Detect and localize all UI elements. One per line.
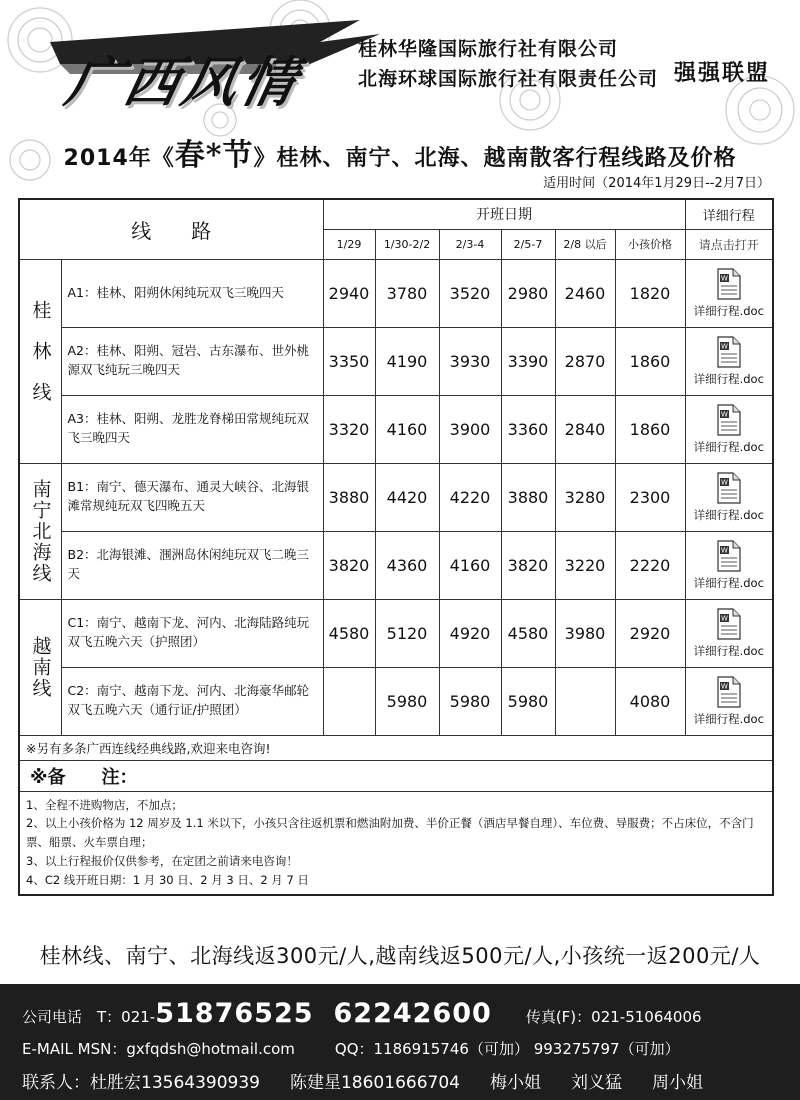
logo <box>30 12 390 112</box>
qq-numbers: QQ：1186915746（可加） 993275797（可加） <box>334 1040 680 1058</box>
table-row <box>19 395 773 463</box>
remarks <box>19 791 773 895</box>
price-cell: 4920 <box>439 599 501 667</box>
route-description: C1：南宁、越南下龙、河内、北海陆路纯玩双飞五晚六天（护照团） <box>61 599 323 667</box>
price-cell: 5980 <box>375 667 439 735</box>
price-cell: 4160 <box>375 395 439 463</box>
doc-link-label[interactable]: 详细行程.doc <box>693 507 764 522</box>
svg-text:W: W <box>720 546 728 555</box>
phone-number-2[interactable]: 62242600 <box>333 998 492 1029</box>
price-cell: 3220 <box>555 531 615 599</box>
detail-doc-link[interactable] <box>685 667 773 735</box>
date-column-header: 2/3-4 <box>439 229 501 259</box>
price-cell: 5120 <box>375 599 439 667</box>
price-cell: 3880 <box>501 463 555 531</box>
doc-file-icon <box>716 540 742 572</box>
detail-doc-link[interactable] <box>685 531 773 599</box>
date-column-header: 1/29 <box>323 229 375 259</box>
price-cell: 3350 <box>323 327 375 395</box>
price-cell: 4580 <box>323 599 375 667</box>
email-address[interactable]: E-MAIL MSN：gxfqdsh@hotmail.com <box>22 1040 295 1058</box>
route-description: A2：桂林、阳朔、冠岩、古东瀑布、世外桃源双飞纯玩三晚四天 <box>61 327 323 395</box>
price-cell: 4360 <box>375 531 439 599</box>
contact-line <box>22 1068 703 1093</box>
price-cell <box>555 667 615 735</box>
doc-file-icon <box>716 404 742 436</box>
remark-item: 3、以上行程报价仅供参考，在定团之前请来电咨询！ <box>26 854 298 869</box>
route-description: B2：北海银滩、涠洲岛休闲纯玩双飞二晚三天 <box>61 531 323 599</box>
route-group-name: 越南线 <box>19 599 61 735</box>
svg-text:W: W <box>720 342 728 351</box>
price-cell: 4080 <box>615 667 685 735</box>
price-cell: 2460 <box>555 259 615 327</box>
price-cell: 1860 <box>615 395 685 463</box>
price-cell: 3320 <box>323 395 375 463</box>
route-description: C2：南宁、越南下龙、河内、北海豪华邮轮双飞五晚六天（通行证/护照团） <box>61 667 323 735</box>
table-row <box>19 531 773 599</box>
header-route: 线路 <box>19 199 323 259</box>
footer <box>0 984 800 1100</box>
contact-person: 杜胜宏13564390939 <box>90 1073 260 1093</box>
contact-person: 周小姐 <box>651 1073 703 1093</box>
date-column-header: 小孩价格 <box>615 229 685 259</box>
route-description: A1：桂林、阳朔休闲纯玩双飞三晚四天 <box>61 259 323 327</box>
price-cell: 4580 <box>501 599 555 667</box>
date-column-header: 2/8 以后 <box>555 229 615 259</box>
price-cell: 2840 <box>555 395 615 463</box>
more-routes-note: ※另有多条广西连线经典线路,欢迎来电咨询! <box>19 735 773 760</box>
contact-person: 梅小姐 <box>489 1073 541 1093</box>
doc-link-label[interactable]: 详细行程.doc <box>693 711 764 726</box>
table-row <box>19 667 773 735</box>
price-cell: 2920 <box>615 599 685 667</box>
price-cell: 4220 <box>439 463 501 531</box>
company-name-2: 北海环球国际旅行社有限责任公司 <box>358 68 659 90</box>
remark-item: 1、全程不进购物店，不加点； <box>26 797 183 812</box>
price-cell: 4160 <box>439 531 501 599</box>
logo-text: 广西风情 <box>60 50 307 114</box>
header-dates: 开班日期 <box>323 199 685 229</box>
svg-text:W: W <box>720 614 728 623</box>
doc-link-label[interactable]: 详细行程.doc <box>693 643 764 658</box>
price-cell: 2980 <box>501 259 555 327</box>
price-cell: 3520 <box>439 259 501 327</box>
header-detail: 详细行程 <box>685 199 773 229</box>
price-cell <box>323 667 375 735</box>
title-prefix: 2014年《 <box>63 146 175 171</box>
price-cell: 2870 <box>555 327 615 395</box>
detail-doc-link[interactable] <box>685 395 773 463</box>
rebate-text: 桂林线、南宁、北海线返300元/人,越南线返500元/人,小孩统一返200元/人 <box>39 944 761 968</box>
doc-link-label[interactable]: 详细行程.doc <box>693 303 764 318</box>
price-cell: 3880 <box>323 463 375 531</box>
price-cell: 1860 <box>615 327 685 395</box>
doc-link-label[interactable]: 详细行程.doc <box>693 371 764 386</box>
price-cell: 3390 <box>501 327 555 395</box>
price-cell: 2940 <box>323 259 375 327</box>
route-description: A3：桂林、阳朔、龙胜龙脊梯田常规纯玩双飞三晚四天 <box>61 395 323 463</box>
table-row <box>19 259 773 327</box>
remark-item: 4、C2 线开班日期：1 月 30 日、2 月 3 日、2 月 7 日 <box>26 873 309 888</box>
fax-number: 传真(F)：021-51064006 <box>525 1008 702 1026</box>
price-cell: 4420 <box>375 463 439 531</box>
phone-line <box>22 998 702 1029</box>
date-column-header: 1/30-2/2 <box>375 229 439 259</box>
title-suffix: 》桂林、南宁、北海、越南散客行程线路及价格 <box>253 146 737 171</box>
detail-doc-link[interactable] <box>685 259 773 327</box>
doc-link-label[interactable]: 详细行程.doc <box>693 439 764 454</box>
price-cell: 4190 <box>375 327 439 395</box>
price-cell: 3820 <box>323 531 375 599</box>
contact-person: 陈建星18601666704 <box>289 1073 460 1093</box>
doc-link-label[interactable]: 详细行程.doc <box>693 575 764 590</box>
price-cell: 3280 <box>555 463 615 531</box>
price-cell: 5980 <box>439 667 501 735</box>
detail-doc-link[interactable] <box>685 327 773 395</box>
price-table <box>18 198 774 896</box>
price-cell: 3820 <box>501 531 555 599</box>
doc-file-icon <box>716 676 742 708</box>
price-cell: 3780 <box>375 259 439 327</box>
doc-file-icon <box>716 336 742 368</box>
table-row <box>19 463 773 531</box>
price-cell: 5980 <box>501 667 555 735</box>
page-title <box>0 130 800 174</box>
price-cell: 3360 <box>501 395 555 463</box>
price-cell: 2220 <box>615 531 685 599</box>
doc-file-icon <box>716 268 742 300</box>
header-detail-hint: 请点击打开 <box>685 229 773 259</box>
phone-number-1[interactable]: 51876525 <box>155 998 314 1029</box>
detail-doc-link[interactable] <box>685 599 773 667</box>
price-cell: 3900 <box>439 395 501 463</box>
svg-text:W: W <box>720 410 728 419</box>
contact-person: 刘义猛 <box>570 1073 622 1093</box>
doc-file-icon <box>716 472 742 504</box>
contact-label: 联系人： <box>22 1073 90 1093</box>
table-row <box>19 599 773 667</box>
remark-item: 2、以上小孩价格为 12 周岁及 1.1 米以下，小孩只含往返机票和燃油附加费、半价正餐（酒店早餐自理）、车位费、导服费；不占床位，不含门票、船票、火车票自理； <box>26 816 754 850</box>
price-cell: 2300 <box>615 463 685 531</box>
valid-period: 适用时间（2014年1月29日--2月7日） <box>543 176 770 191</box>
table-row <box>19 327 773 395</box>
svg-text:W: W <box>720 274 728 283</box>
svg-text:W: W <box>720 478 728 487</box>
route-group-name: 南宁北海线 <box>19 463 61 599</box>
alliance-text: 强强联盟 <box>674 61 771 86</box>
price-cell: 3980 <box>555 599 615 667</box>
svg-text:W: W <box>720 682 728 691</box>
title-highlight: 春*节 <box>174 138 254 173</box>
date-column-header: 2/5-7 <box>501 229 555 259</box>
detail-doc-link[interactable] <box>685 463 773 531</box>
price-cell: 3930 <box>439 327 501 395</box>
email-line <box>22 1038 680 1059</box>
company-name-1: 桂林华隆国际旅行社有限公司 <box>358 38 619 60</box>
remark-title: ※备 注： <box>19 760 773 791</box>
doc-file-icon <box>716 608 742 640</box>
phone-label: 公司电话 T：021- <box>22 1008 156 1026</box>
route-description: B1：南宁、德天瀑布、通灵大峡谷、北海银滩常规纯玩双飞四晚五天 <box>61 463 323 531</box>
price-cell: 1820 <box>615 259 685 327</box>
route-group-name: 桂林线 <box>19 259 61 463</box>
